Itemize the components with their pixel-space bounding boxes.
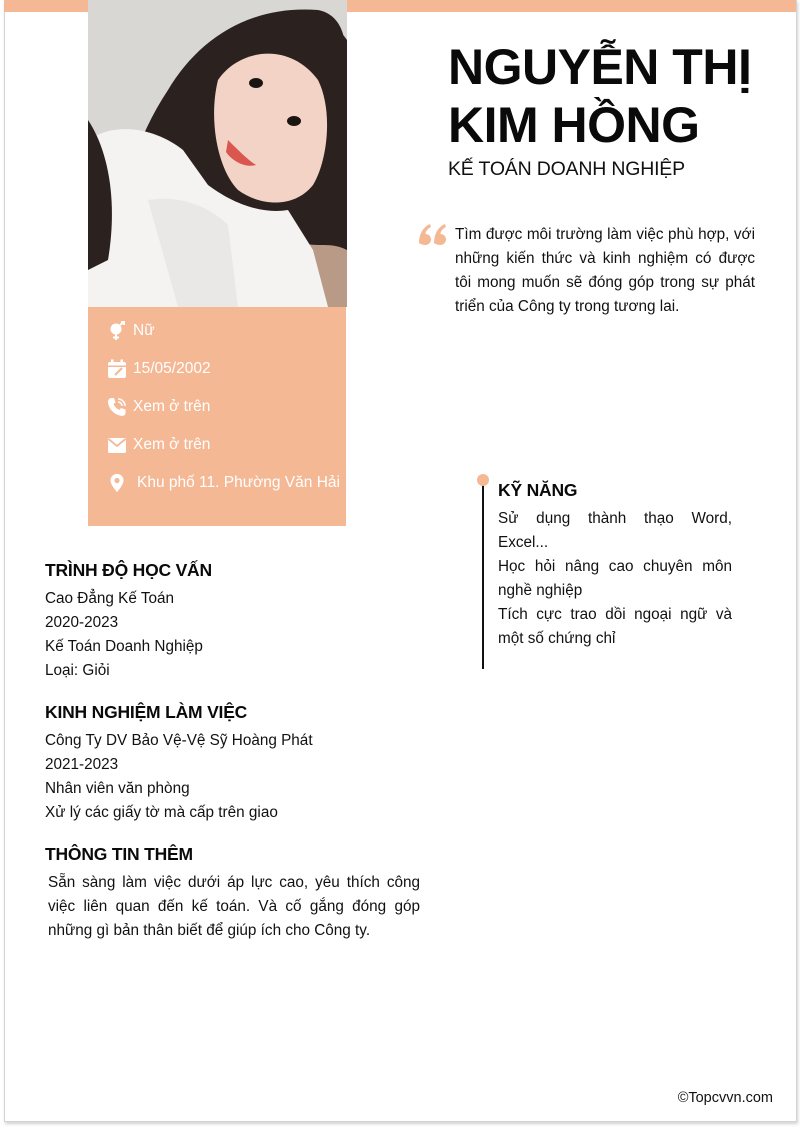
birthday-value: 15/05/2002: [133, 360, 211, 377]
job-title: KẾ TOÁN DOANH NGHIỆP: [448, 158, 685, 180]
education-heading: TRÌNH ĐỘ HỌC VẤN: [45, 560, 212, 580]
personal-info-panel: [88, 307, 346, 526]
address-value: Khu phố 11. Phường Văn Hải: [137, 474, 340, 491]
skills-timeline-line: [482, 483, 484, 669]
phone-icon: [106, 396, 128, 418]
skill-item: Học hỏi nâng cao chuyên môn nghề nghiệp: [498, 558, 732, 599]
skill-item: Sử dụng thành thạo Word, Excel...: [498, 510, 732, 551]
experience-description: Xử lý các giấy tờ mà cấp trên giao: [45, 804, 278, 821]
email-row: [106, 434, 210, 456]
location-icon: [106, 472, 128, 494]
experience-heading: KINH NGHIỆM LÀM VIỆC: [45, 702, 248, 722]
candidate-name: [448, 38, 751, 154]
profile-photo: [88, 0, 347, 307]
experience-section: [45, 702, 425, 825]
phone-value: Xem ở trên: [133, 398, 211, 415]
education-school: Cao Đẳng Kế Toán: [45, 590, 174, 607]
portrait-image: [88, 0, 347, 307]
education-section: [45, 560, 425, 683]
additional-info-section: [45, 844, 425, 943]
email-value: Xem ở trên: [133, 436, 211, 453]
birthday-row: [106, 358, 211, 380]
education-major: Kế Toán Doanh Nghiệp: [45, 638, 203, 655]
gender-row: [106, 320, 155, 342]
name-line-1: NGUYỄN THỊ: [448, 39, 752, 95]
experience-period: 2021-2023: [45, 756, 119, 773]
education-grade: Loại: Giỏi: [45, 662, 110, 679]
copyright-link[interactable]: ©Topcvvn.com: [677, 1090, 773, 1106]
skills-section: [498, 480, 732, 651]
name-line-2: KIM HỒNG: [448, 97, 700, 153]
additional-info-text: Sẵn sàng làm việc dưới áp lực cao, yêu thích công việc liên quan đến kế toán. Và cố gắng đóng góp những gì bản thân biết để giúp ích cho Công ty.: [48, 874, 420, 939]
career-objective: Tìm được môi trường làm việc phù hợp, với những kiến thức và kinh nghiệm có được tôi mong muốn sẽ đóng góp trong sự phát triển của Công ty trong tương lai.: [455, 226, 755, 315]
experience-position: Nhân viên văn phòng: [45, 780, 190, 797]
quote-icon: [418, 221, 448, 252]
gender-value: Nữ: [133, 322, 155, 339]
phone-row: [106, 396, 210, 418]
additional-info-heading: THÔNG TIN THÊM: [45, 844, 193, 864]
skill-item: Tích cực trao dồi ngoại ngữ và một số chứng chỉ: [498, 606, 732, 647]
skills-heading: KỸ NĂNG: [498, 480, 578, 500]
skills-timeline-dot: [477, 474, 489, 486]
education-period: 2020-2023: [45, 614, 119, 631]
experience-company: Công Ty DV Bảo Vệ-Vệ Sỹ Hoàng Phát: [45, 732, 313, 749]
calendar-icon: [106, 358, 128, 380]
gender-icon: [106, 320, 128, 342]
address-row: [106, 472, 340, 494]
email-icon: [106, 434, 128, 456]
